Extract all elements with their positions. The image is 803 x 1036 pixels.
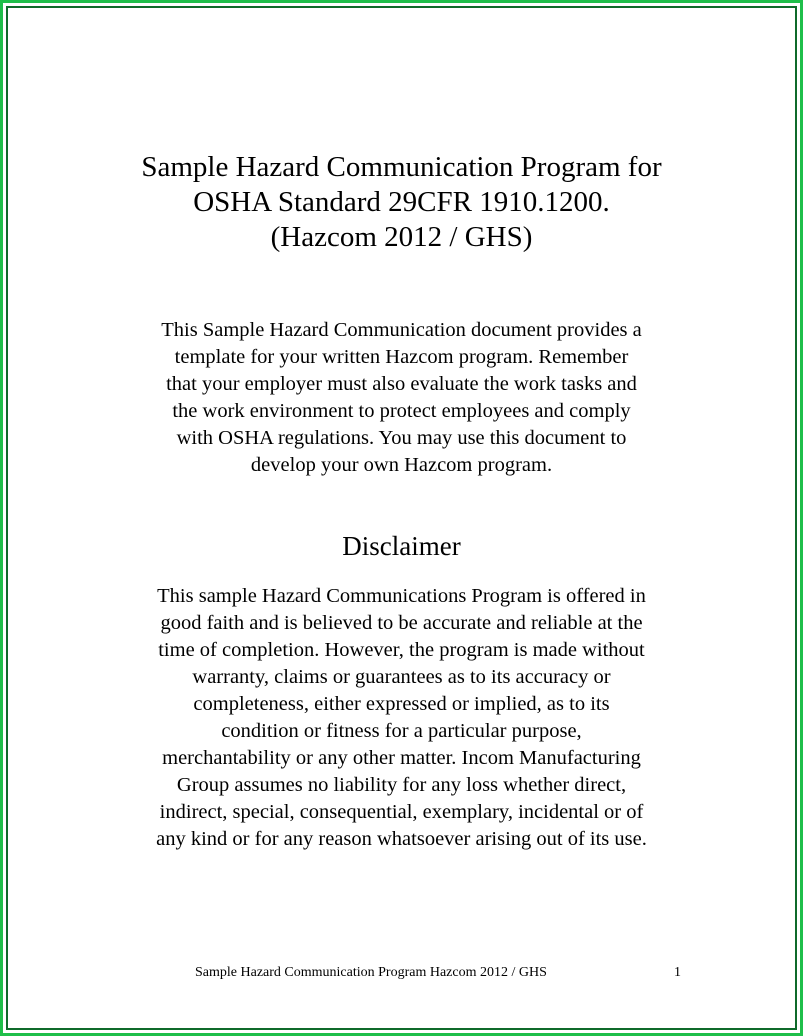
page-number: 1	[674, 965, 681, 980]
page-footer	[0, 965, 803, 985]
intro-line: This Sample Hazard Communication document provides a	[161, 319, 642, 341]
document-title	[100, 150, 703, 255]
title-line: (Hazcom 2012 / GHS)	[270, 221, 533, 253]
disclaimer-line: completeness, either expressed or implied, as to its	[193, 693, 610, 715]
disclaimer-line: indirect, special, consequential, exemplary, incidental or of	[159, 801, 644, 823]
disclaimer-line: Group assumes no liability for any loss whether direct,	[176, 774, 627, 796]
title-line: OSHA Standard 29CFR 1910.1200.	[193, 186, 610, 218]
disclaimer-line: warranty, claims or guarantees as to its accuracy or	[192, 666, 611, 688]
disclaimer-paragraph	[100, 583, 703, 853]
intro-paragraph	[100, 317, 703, 479]
disclaimer-heading: Disclaimer	[342, 531, 461, 561]
disclaimer-line: condition or fitness for a particular purpose,	[221, 720, 582, 742]
page-content	[100, 150, 703, 853]
title-line: Sample Hazard Communication Program for	[141, 151, 662, 183]
disclaimer-line: time of completion. However, the program is made without	[158, 639, 645, 661]
footer-text: Sample Hazard Communication Program Hazcom 2012 / GHS	[195, 965, 547, 980]
intro-line: template for your written Hazcom program. Remember	[174, 346, 629, 368]
intro-line: develop your own Hazcom program.	[250, 454, 553, 476]
intro-line: the work environment to protect employees and comply	[172, 400, 631, 422]
intro-line: that your employer must also evaluate the work tasks and	[166, 373, 637, 395]
disclaimer-line: merchantability or any other matter. Incom Manufacturing	[162, 747, 641, 769]
disclaimer-line: any kind or for any reason whatsoever arising out of its use.	[156, 828, 647, 850]
intro-line: with OSHA regulations. You may use this document to	[176, 427, 627, 449]
disclaimer-line: good faith and is believed to be accurate and reliable at the	[160, 612, 643, 634]
disclaimer-line: This sample Hazard Communications Program is offered in	[157, 585, 646, 607]
